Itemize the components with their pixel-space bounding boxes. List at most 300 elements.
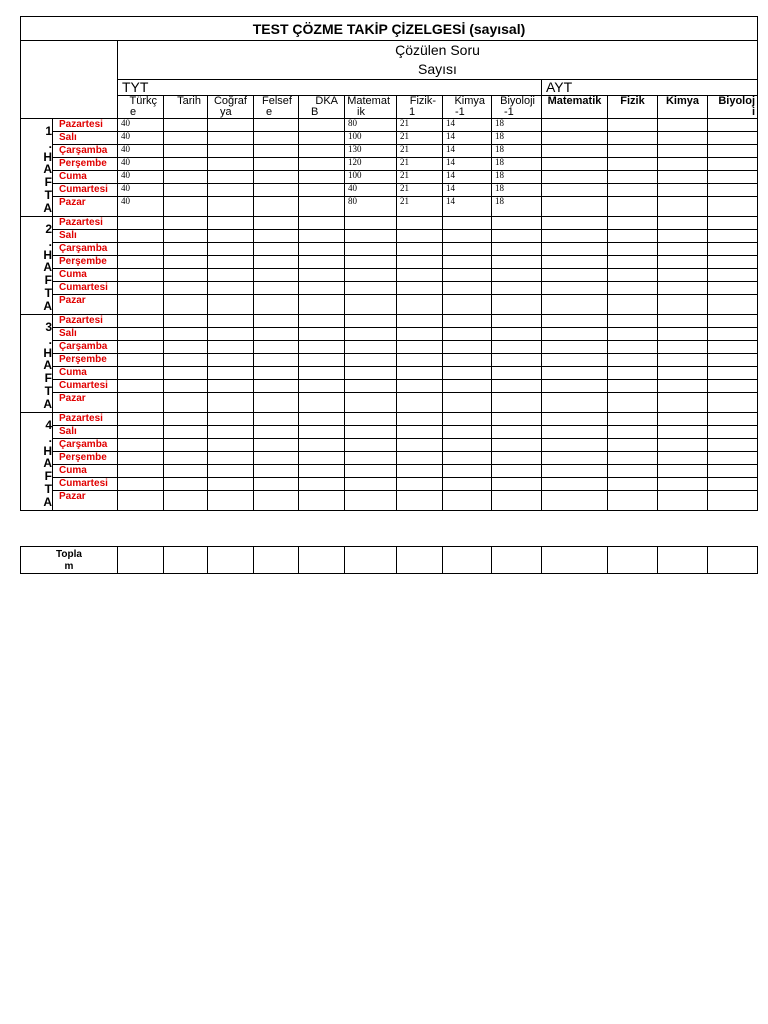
entry-cell[interactable]: [164, 184, 208, 197]
entry-cell[interactable]: [208, 243, 254, 256]
entry-cell[interactable]: [708, 354, 758, 367]
entry-cell[interactable]: [254, 269, 299, 282]
entry-cell[interactable]: [164, 465, 208, 478]
entry-cell[interactable]: [164, 132, 208, 145]
entry-cell[interactable]: [397, 426, 443, 439]
entry-cell[interactable]: [492, 478, 542, 491]
entry-cell[interactable]: [208, 393, 254, 413]
entry-cell[interactable]: [299, 478, 345, 491]
entry-cell[interactable]: [608, 413, 658, 426]
entry-cell[interactable]: [542, 256, 608, 269]
entry-cell[interactable]: [345, 269, 397, 282]
entry-cell[interactable]: [492, 354, 542, 367]
entry-cell[interactable]: 21: [397, 184, 443, 197]
entry-cell[interactable]: [164, 328, 208, 341]
entry-cell[interactable]: [542, 452, 608, 465]
entry-cell[interactable]: [254, 465, 299, 478]
entry-cell[interactable]: [608, 367, 658, 380]
entry-cell[interactable]: [345, 465, 397, 478]
entry-cell[interactable]: [708, 328, 758, 341]
entry-cell[interactable]: [658, 184, 708, 197]
entry-cell[interactable]: [345, 478, 397, 491]
entry-cell[interactable]: [345, 230, 397, 243]
entry-cell[interactable]: [658, 145, 708, 158]
entry-cell[interactable]: [708, 132, 758, 145]
entry-cell[interactable]: [443, 393, 492, 413]
entry-cell[interactable]: [608, 380, 658, 393]
entry-cell[interactable]: [164, 426, 208, 439]
entry-cell[interactable]: [443, 413, 492, 426]
entry-cell[interactable]: [345, 380, 397, 393]
entry-cell[interactable]: 14: [443, 119, 492, 132]
entry-cell[interactable]: [397, 380, 443, 393]
entry-cell[interactable]: [443, 367, 492, 380]
entry-cell[interactable]: [299, 282, 345, 295]
entry-cell[interactable]: [542, 184, 608, 197]
entry-cell[interactable]: [658, 341, 708, 354]
entry-cell[interactable]: [254, 341, 299, 354]
entry-cell[interactable]: [299, 119, 345, 132]
entry-cell[interactable]: [118, 426, 164, 439]
entry-cell[interactable]: [164, 256, 208, 269]
entry-cell[interactable]: [708, 171, 758, 184]
entry-cell[interactable]: [658, 132, 708, 145]
entry-cell[interactable]: [492, 465, 542, 478]
entry-cell[interactable]: [608, 282, 658, 295]
entry-cell[interactable]: [254, 256, 299, 269]
entry-cell[interactable]: 40: [118, 158, 164, 171]
entry-cell[interactable]: [254, 243, 299, 256]
entry-cell[interactable]: [208, 256, 254, 269]
entry-cell[interactable]: [118, 269, 164, 282]
entry-cell[interactable]: [254, 230, 299, 243]
total-cell[interactable]: [345, 547, 397, 574]
entry-cell[interactable]: [542, 354, 608, 367]
entry-cell[interactable]: [708, 256, 758, 269]
entry-cell[interactable]: 18: [492, 145, 542, 158]
entry-cell[interactable]: [658, 465, 708, 478]
entry-cell[interactable]: [608, 328, 658, 341]
entry-cell[interactable]: [397, 328, 443, 341]
entry-cell[interactable]: [345, 315, 397, 328]
entry-cell[interactable]: [708, 315, 758, 328]
entry-cell[interactable]: [164, 158, 208, 171]
entry-cell[interactable]: [164, 269, 208, 282]
entry-cell[interactable]: 40: [345, 184, 397, 197]
entry-cell[interactable]: [708, 269, 758, 282]
entry-cell[interactable]: [708, 367, 758, 380]
entry-cell[interactable]: [443, 426, 492, 439]
entry-cell[interactable]: [118, 439, 164, 452]
entry-cell[interactable]: [397, 217, 443, 230]
entry-cell[interactable]: [254, 132, 299, 145]
entry-cell[interactable]: 21: [397, 171, 443, 184]
entry-cell[interactable]: [254, 452, 299, 465]
entry-cell[interactable]: [542, 393, 608, 413]
entry-cell[interactable]: [608, 439, 658, 452]
entry-cell[interactable]: 80: [345, 119, 397, 132]
entry-cell[interactable]: [118, 315, 164, 328]
entry-cell[interactable]: [443, 217, 492, 230]
entry-cell[interactable]: [658, 269, 708, 282]
entry-cell[interactable]: 21: [397, 197, 443, 217]
entry-cell[interactable]: [208, 171, 254, 184]
entry-cell[interactable]: [542, 478, 608, 491]
entry-cell[interactable]: [299, 452, 345, 465]
entry-cell[interactable]: [443, 439, 492, 452]
entry-cell[interactable]: [118, 282, 164, 295]
entry-cell[interactable]: [345, 341, 397, 354]
entry-cell[interactable]: [443, 465, 492, 478]
entry-cell[interactable]: [299, 171, 345, 184]
entry-cell[interactable]: [254, 380, 299, 393]
entry-cell[interactable]: [542, 269, 608, 282]
entry-cell[interactable]: [608, 256, 658, 269]
entry-cell[interactable]: [208, 184, 254, 197]
entry-cell[interactable]: 40: [118, 197, 164, 217]
entry-cell[interactable]: [164, 145, 208, 158]
entry-cell[interactable]: [492, 393, 542, 413]
entry-cell[interactable]: [208, 341, 254, 354]
entry-cell[interactable]: [608, 478, 658, 491]
total-cell[interactable]: [164, 547, 208, 574]
entry-cell[interactable]: [254, 439, 299, 452]
entry-cell[interactable]: [443, 315, 492, 328]
entry-cell[interactable]: [542, 413, 608, 426]
entry-cell[interactable]: [542, 230, 608, 243]
entry-cell[interactable]: [542, 217, 608, 230]
entry-cell[interactable]: [208, 230, 254, 243]
entry-cell[interactable]: [299, 491, 345, 511]
entry-cell[interactable]: [164, 413, 208, 426]
entry-cell[interactable]: [299, 367, 345, 380]
entry-cell[interactable]: [443, 328, 492, 341]
entry-cell[interactable]: [492, 367, 542, 380]
entry-cell[interactable]: 14: [443, 158, 492, 171]
entry-cell[interactable]: [299, 354, 345, 367]
entry-cell[interactable]: [658, 295, 708, 315]
entry-cell[interactable]: [345, 393, 397, 413]
entry-cell[interactable]: [443, 256, 492, 269]
entry-cell[interactable]: [397, 452, 443, 465]
entry-cell[interactable]: [345, 426, 397, 439]
entry-cell[interactable]: [708, 439, 758, 452]
entry-cell[interactable]: [708, 217, 758, 230]
entry-cell[interactable]: 80: [345, 197, 397, 217]
entry-cell[interactable]: [492, 282, 542, 295]
entry-cell[interactable]: [118, 452, 164, 465]
entry-cell[interactable]: [708, 184, 758, 197]
entry-cell[interactable]: [608, 315, 658, 328]
entry-cell[interactable]: [254, 145, 299, 158]
entry-cell[interactable]: [254, 413, 299, 426]
entry-cell[interactable]: [492, 315, 542, 328]
total-cell[interactable]: [208, 547, 254, 574]
entry-cell[interactable]: [397, 256, 443, 269]
entry-cell[interactable]: [542, 171, 608, 184]
entry-cell[interactable]: [208, 452, 254, 465]
entry-cell[interactable]: [708, 380, 758, 393]
entry-cell[interactable]: [118, 465, 164, 478]
entry-cell[interactable]: [397, 465, 443, 478]
entry-cell[interactable]: [542, 132, 608, 145]
total-cell[interactable]: [118, 547, 164, 574]
entry-cell[interactable]: [492, 426, 542, 439]
entry-cell[interactable]: [164, 282, 208, 295]
entry-cell[interactable]: [542, 328, 608, 341]
entry-cell[interactable]: [299, 439, 345, 452]
entry-cell[interactable]: [658, 119, 708, 132]
entry-cell[interactable]: [658, 230, 708, 243]
entry-cell[interactable]: [608, 119, 658, 132]
entry-cell[interactable]: [208, 119, 254, 132]
entry-cell[interactable]: [608, 230, 658, 243]
entry-cell[interactable]: [118, 491, 164, 511]
entry-cell[interactable]: [164, 197, 208, 217]
entry-cell[interactable]: 18: [492, 184, 542, 197]
entry-cell[interactable]: 18: [492, 171, 542, 184]
entry-cell[interactable]: [208, 426, 254, 439]
entry-cell[interactable]: [208, 380, 254, 393]
entry-cell[interactable]: [299, 380, 345, 393]
entry-cell[interactable]: [164, 119, 208, 132]
entry-cell[interactable]: [345, 256, 397, 269]
entry-cell[interactable]: [208, 269, 254, 282]
entry-cell[interactable]: [164, 354, 208, 367]
entry-cell[interactable]: [608, 184, 658, 197]
entry-cell[interactable]: [708, 243, 758, 256]
entry-cell[interactable]: 21: [397, 132, 443, 145]
entry-cell[interactable]: [708, 465, 758, 478]
entry-cell[interactable]: [164, 315, 208, 328]
entry-cell[interactable]: [608, 452, 658, 465]
entry-cell[interactable]: [299, 243, 345, 256]
entry-cell[interactable]: 130: [345, 145, 397, 158]
entry-cell[interactable]: [299, 256, 345, 269]
entry-cell[interactable]: [118, 393, 164, 413]
entry-cell[interactable]: [164, 452, 208, 465]
entry-cell[interactable]: [299, 341, 345, 354]
entry-cell[interactable]: [492, 230, 542, 243]
entry-cell[interactable]: [608, 491, 658, 511]
entry-cell[interactable]: [299, 426, 345, 439]
entry-cell[interactable]: [658, 328, 708, 341]
entry-cell[interactable]: [254, 315, 299, 328]
entry-cell[interactable]: [443, 452, 492, 465]
entry-cell[interactable]: [118, 256, 164, 269]
entry-cell[interactable]: [345, 452, 397, 465]
entry-cell[interactable]: [658, 256, 708, 269]
entry-cell[interactable]: [608, 269, 658, 282]
entry-cell[interactable]: [658, 158, 708, 171]
entry-cell[interactable]: [254, 158, 299, 171]
entry-cell[interactable]: [708, 478, 758, 491]
entry-cell[interactable]: [397, 491, 443, 511]
entry-cell[interactable]: [608, 354, 658, 367]
entry-cell[interactable]: [608, 243, 658, 256]
entry-cell[interactable]: [397, 269, 443, 282]
entry-cell[interactable]: [542, 197, 608, 217]
entry-cell[interactable]: [608, 465, 658, 478]
entry-cell[interactable]: [208, 158, 254, 171]
entry-cell[interactable]: [608, 426, 658, 439]
entry-cell[interactable]: [708, 295, 758, 315]
entry-cell[interactable]: [299, 158, 345, 171]
entry-cell[interactable]: [443, 341, 492, 354]
entry-cell[interactable]: [608, 145, 658, 158]
entry-cell[interactable]: [443, 354, 492, 367]
entry-cell[interactable]: [542, 465, 608, 478]
entry-cell[interactable]: [658, 367, 708, 380]
entry-cell[interactable]: 40: [118, 132, 164, 145]
entry-cell[interactable]: [208, 197, 254, 217]
entry-cell[interactable]: [542, 145, 608, 158]
entry-cell[interactable]: 40: [118, 119, 164, 132]
entry-cell[interactable]: [299, 328, 345, 341]
entry-cell[interactable]: [492, 439, 542, 452]
entry-cell[interactable]: [254, 354, 299, 367]
entry-cell[interactable]: [208, 354, 254, 367]
entry-cell[interactable]: 18: [492, 132, 542, 145]
entry-cell[interactable]: [658, 197, 708, 217]
entry-cell[interactable]: [397, 315, 443, 328]
entry-cell[interactable]: 21: [397, 119, 443, 132]
entry-cell[interactable]: [658, 282, 708, 295]
entry-cell[interactable]: [397, 295, 443, 315]
entry-cell[interactable]: [397, 478, 443, 491]
entry-cell[interactable]: [118, 413, 164, 426]
entry-cell[interactable]: [254, 197, 299, 217]
entry-cell[interactable]: [345, 217, 397, 230]
entry-cell[interactable]: [708, 393, 758, 413]
entry-cell[interactable]: [492, 380, 542, 393]
entry-cell[interactable]: [345, 295, 397, 315]
entry-cell[interactable]: 120: [345, 158, 397, 171]
entry-cell[interactable]: [299, 315, 345, 328]
entry-cell[interactable]: [708, 230, 758, 243]
entry-cell[interactable]: [299, 269, 345, 282]
entry-cell[interactable]: 18: [492, 197, 542, 217]
entry-cell[interactable]: [658, 413, 708, 426]
entry-cell[interactable]: [164, 171, 208, 184]
entry-cell[interactable]: 100: [345, 132, 397, 145]
entry-cell[interactable]: [658, 491, 708, 511]
entry-cell[interactable]: [658, 478, 708, 491]
entry-cell[interactable]: [118, 380, 164, 393]
entry-cell[interactable]: [542, 439, 608, 452]
entry-cell[interactable]: [118, 367, 164, 380]
entry-cell[interactable]: 40: [118, 171, 164, 184]
entry-cell[interactable]: [118, 341, 164, 354]
entry-cell[interactable]: [397, 413, 443, 426]
entry-cell[interactable]: [443, 230, 492, 243]
entry-cell[interactable]: [542, 367, 608, 380]
entry-cell[interactable]: [708, 158, 758, 171]
entry-cell[interactable]: [164, 217, 208, 230]
entry-cell[interactable]: [542, 380, 608, 393]
total-cell[interactable]: [254, 547, 299, 574]
entry-cell[interactable]: [608, 132, 658, 145]
entry-cell[interactable]: [443, 295, 492, 315]
entry-cell[interactable]: [345, 354, 397, 367]
entry-cell[interactable]: 14: [443, 184, 492, 197]
entry-cell[interactable]: [254, 478, 299, 491]
entry-cell[interactable]: [608, 295, 658, 315]
total-cell[interactable]: [492, 547, 542, 574]
entry-cell[interactable]: [542, 426, 608, 439]
entry-cell[interactable]: [492, 243, 542, 256]
entry-cell[interactable]: [542, 341, 608, 354]
entry-cell[interactable]: [118, 478, 164, 491]
entry-cell[interactable]: [208, 413, 254, 426]
entry-cell[interactable]: [658, 243, 708, 256]
entry-cell[interactable]: [254, 328, 299, 341]
entry-cell[interactable]: [254, 367, 299, 380]
entry-cell[interactable]: [658, 315, 708, 328]
entry-cell[interactable]: [443, 478, 492, 491]
entry-cell[interactable]: [492, 328, 542, 341]
entry-cell[interactable]: [208, 132, 254, 145]
entry-cell[interactable]: 40: [118, 184, 164, 197]
entry-cell[interactable]: [397, 393, 443, 413]
entry-cell[interactable]: [208, 315, 254, 328]
entry-cell[interactable]: [118, 230, 164, 243]
entry-cell[interactable]: [492, 413, 542, 426]
entry-cell[interactable]: [118, 243, 164, 256]
entry-cell[interactable]: [542, 158, 608, 171]
entry-cell[interactable]: [492, 452, 542, 465]
entry-cell[interactable]: [299, 413, 345, 426]
entry-cell[interactable]: [208, 478, 254, 491]
total-cell[interactable]: [443, 547, 492, 574]
entry-cell[interactable]: [397, 230, 443, 243]
total-cell[interactable]: [397, 547, 443, 574]
total-cell[interactable]: [299, 547, 345, 574]
entry-cell[interactable]: [397, 439, 443, 452]
entry-cell[interactable]: [345, 491, 397, 511]
entry-cell[interactable]: [345, 413, 397, 426]
entry-cell[interactable]: [397, 341, 443, 354]
entry-cell[interactable]: [443, 243, 492, 256]
entry-cell[interactable]: [118, 217, 164, 230]
entry-cell[interactable]: [299, 145, 345, 158]
entry-cell[interactable]: [708, 413, 758, 426]
entry-cell[interactable]: [542, 282, 608, 295]
entry-cell[interactable]: [708, 119, 758, 132]
entry-cell[interactable]: [397, 367, 443, 380]
entry-cell[interactable]: [299, 230, 345, 243]
entry-cell[interactable]: [254, 393, 299, 413]
entry-cell[interactable]: [443, 282, 492, 295]
entry-cell[interactable]: [299, 184, 345, 197]
entry-cell[interactable]: [492, 269, 542, 282]
entry-cell[interactable]: [164, 439, 208, 452]
entry-cell[interactable]: [208, 439, 254, 452]
entry-cell[interactable]: [443, 491, 492, 511]
entry-cell[interactable]: [658, 393, 708, 413]
entry-cell[interactable]: [708, 282, 758, 295]
entry-cell[interactable]: 21: [397, 145, 443, 158]
entry-cell[interactable]: [254, 171, 299, 184]
entry-cell[interactable]: [443, 269, 492, 282]
entry-cell[interactable]: [164, 367, 208, 380]
entry-cell[interactable]: [299, 197, 345, 217]
entry-cell[interactable]: [658, 354, 708, 367]
entry-cell[interactable]: [299, 295, 345, 315]
entry-cell[interactable]: [397, 243, 443, 256]
entry-cell[interactable]: [492, 491, 542, 511]
entry-cell[interactable]: [299, 465, 345, 478]
